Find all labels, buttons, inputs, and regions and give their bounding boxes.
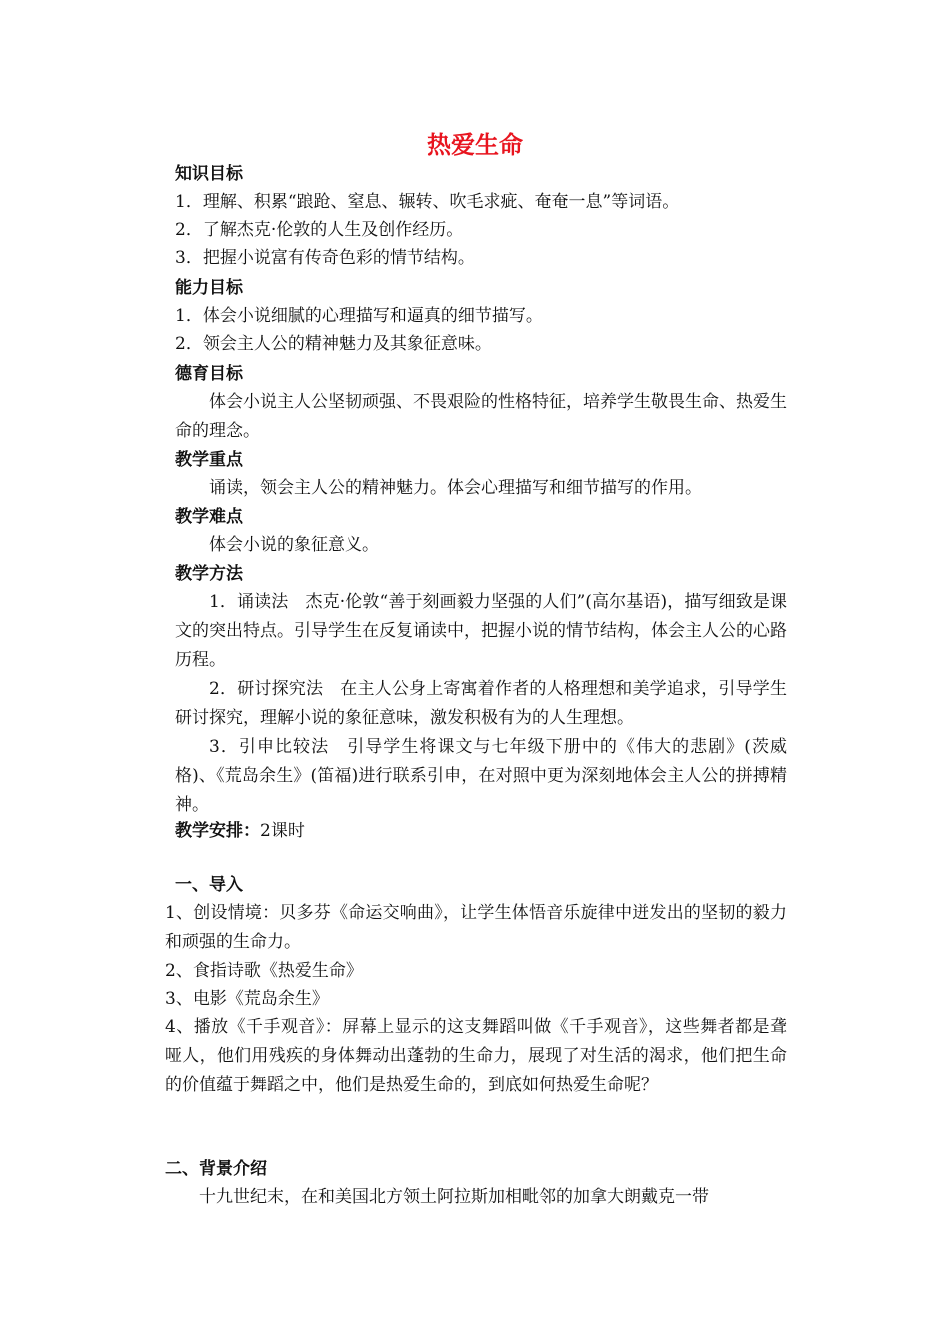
- difficulty-text: 体会小说的象征意义。: [209, 535, 379, 555]
- background-heading: 二、背景介绍: [165, 1159, 267, 1179]
- section-ability-goals: [175, 274, 787, 358]
- schedule-value: 2课时: [260, 821, 305, 841]
- section-knowledge-goals: [175, 160, 787, 272]
- intro-item: 4、播放《千手观音》：屏幕上显示的这支舞蹈叫做《千手观音》，这些舞者都是聋哑人，他们用残疾的身体舞动出蓬勃的生命力，展现了对生活的渴求，他们把生命的价值蕴于舞蹈之中，他们是热爱生命的，到底如何热爱生命呢？: [165, 1017, 787, 1095]
- section-key-points: [175, 446, 787, 503]
- knowledge-item: 3．把握小说富有传奇色彩的情节结构。: [175, 248, 475, 268]
- intro-heading: 一、导入: [175, 875, 243, 895]
- difficulty-heading: 教学难点: [175, 507, 243, 527]
- section-background: [165, 1155, 787, 1212]
- ability-heading: 能力目标: [175, 278, 243, 298]
- intro-item: 3、电影《荒岛余生》: [165, 989, 329, 1009]
- ability-item: 2．领会主人公的精神魅力及其象征意味。: [175, 334, 492, 354]
- keypoint-heading: 教学重点: [175, 450, 243, 470]
- moral-heading: 德育目标: [175, 364, 243, 384]
- schedule-line: [175, 817, 787, 845]
- section-teaching-methods: [175, 560, 787, 820]
- knowledge-item: 2．了解杰克·伦敦的人生及创作经历。: [175, 220, 464, 240]
- method-item: 2．研讨探究法 在主人公身上寄寓着作者的人格理想和美学追求，引导学生研讨探究，理解小说的象征意味，激发积极有为的人生理想。: [175, 679, 787, 728]
- background-text: 十九世纪末，在和美国北方领土阿拉斯加相毗邻的加拿大朗戴克一带: [199, 1187, 709, 1207]
- section-difficulty: [175, 503, 787, 560]
- section-moral-goals: [175, 360, 787, 446]
- method-heading: 教学方法: [175, 564, 243, 584]
- keypoint-text: 诵读，领会主人公的精神魅力。体会心理描写和细节描写的作用。: [209, 478, 702, 498]
- schedule-label: 教学安排：: [175, 821, 260, 841]
- section-schedule: [175, 817, 787, 845]
- knowledge-heading: 知识目标: [175, 164, 243, 184]
- intro-item: 1、创设情境：贝多芬《命运交响曲》，让学生体悟音乐旋律中迸发出的坚韧的毅力和顽强的生命力。: [165, 903, 787, 952]
- intro-item: 2、食指诗歌《热爱生命》: [165, 961, 363, 981]
- section-introduction: [165, 871, 787, 1100]
- moral-text: 体会小说主人公坚韧顽强、不畏艰险的性格特征，培养学生敬畏生命、热爱生命的理念。: [175, 392, 787, 441]
- method-item: 1．诵读法 杰克·伦敦“善于刻画毅力坚强的人们”(高尔基语)，描写细致是课文的突出特点。引导学生在反复诵读中，把握小说的情节结构，体会主人公的心路历程。: [175, 592, 787, 670]
- method-item: 3．引申比较法 引导学生将课文与七年级下册中的《伟大的悲剧》(茨威格)、《荒岛余生》(笛福)进行联系引申，在对照中更为深刻地体会主人公的拼搏精神。: [175, 737, 787, 815]
- knowledge-item: 1．理解、积累“踉跄、窒息、辗转、吹毛求疵、奄奄一息”等词语。: [175, 192, 680, 212]
- document-title: 热爱生命: [427, 131, 523, 159]
- ability-item: 1．体会小说细腻的心理描写和逼真的细节描写。: [175, 306, 543, 326]
